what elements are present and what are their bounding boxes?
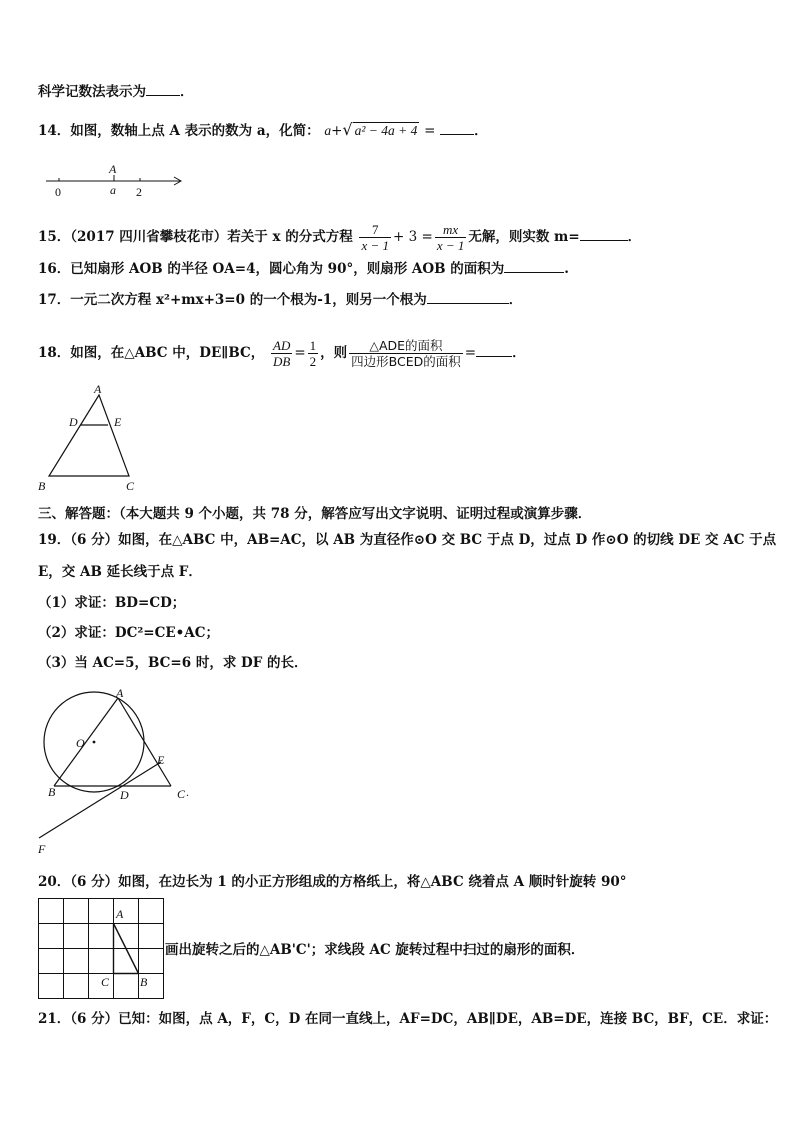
frac-numerator: AD <box>273 338 291 353</box>
tick-zero: 0 <box>55 185 61 199</box>
q14-line <box>38 121 488 140</box>
frac-denominator: 2 <box>309 354 317 369</box>
section-3-header <box>38 505 591 523</box>
number-line-figure <box>40 160 190 200</box>
label-f: F <box>38 842 46 856</box>
q13-end: ． <box>180 84 194 100</box>
answer-blank <box>476 344 512 357</box>
q15-text2: 无解，则实数 m= <box>468 229 580 245</box>
q18-fraction-3 <box>349 338 463 369</box>
q20-text-2: 画出旋转之后的△AB'C'；求线段 AC 旋转过程中扫过的扇形的面积． <box>165 942 585 958</box>
q19-line-2 <box>38 563 202 581</box>
q15-fraction-2 <box>435 222 467 253</box>
q19-part-3 <box>38 654 308 672</box>
q16-text: 16．已知扇形 AOB 的半径 OA=4，圆心角为 90°，则扇形 AOB 的面积为 <box>38 261 505 277</box>
q19-part-3-text: （3）当 AC=5，BC=6 时，求 DF 的长． <box>38 655 308 671</box>
tick-two: 2 <box>136 185 142 199</box>
frac-denominator: x − 1 <box>436 238 465 253</box>
label-b: B <box>38 479 46 493</box>
section-3-text: 三、解答题：（本大题共 9 个小题，共 78 分，解答应写出文字说明、证明过程或演算步骤． <box>38 506 592 522</box>
frac-numerator: △ADE的面积 <box>349 338 463 354</box>
label-c: C <box>101 975 110 989</box>
q19-part-2 <box>38 624 219 642</box>
q17-text: 17．一元二次方程 x²+mx+3=0 的一个根为-1，则另一个根为 <box>38 292 427 308</box>
point-a-value: a <box>110 183 116 197</box>
q19-part-1-text: （1）求证：BD=CD； <box>38 595 186 611</box>
q13-text: 科学记数法表示为 <box>38 84 146 100</box>
frac-numerator: 7 <box>359 222 391 238</box>
q16-end: . <box>564 261 569 277</box>
q14-eq: = <box>424 123 436 139</box>
answer-blank <box>504 260 564 273</box>
label-c: C <box>126 479 135 493</box>
label-c: C <box>177 787 186 801</box>
q15-fraction-1 <box>359 222 391 253</box>
label-e: E <box>157 753 165 767</box>
q18-fraction-2 <box>308 338 319 369</box>
point-a-label: A <box>109 162 117 176</box>
q15-end: ． <box>627 229 642 245</box>
q20-text-1: 20．（6 分）如图，在边长为 1 的小正方形组成的方格纸上，将△ABC 绕着点 A 顺时针旋转 90° <box>38 874 627 890</box>
q21-text: 21．（6 分）已知：如图，点 A，F，C，D 在同一直线上，AF=DC，AB∥DE，AB=DE，连接 BC，BF，CE．求证： <box>38 1011 778 1027</box>
answer-blank <box>580 228 628 241</box>
q18-text: 18．如图，在△ABC 中，DE∥BC， <box>38 345 265 361</box>
answer-blank <box>427 291 509 304</box>
q17-line <box>38 291 522 309</box>
triangle-de-parallel-bc-figure <box>36 382 141 494</box>
label-b: B <box>140 975 148 989</box>
q15-text: 15．（2017 四川省攀枝花市）若关于 x 的分式方程 <box>38 229 353 245</box>
answer-blank <box>146 83 180 96</box>
radical-icon: √ <box>342 120 353 139</box>
q14-radicand: a² − 4a + 4 <box>354 123 418 138</box>
label-d: D <box>120 788 129 802</box>
label-d: D <box>69 415 78 429</box>
frac-denominator: 四边形BCED的面积 <box>351 354 461 369</box>
frac-numerator: 1 <box>309 338 317 353</box>
label-b: B <box>48 785 56 799</box>
label-e: E <box>114 415 122 429</box>
q20-line-1 <box>38 873 627 891</box>
q14-plus: + <box>331 123 343 139</box>
q15-mid: + 3 = <box>393 229 433 245</box>
label-a: A <box>116 686 124 700</box>
q18-text2: ，则 <box>320 345 348 361</box>
frac-numerator: mx <box>435 222 467 238</box>
label-o: O <box>76 736 85 750</box>
q18-eq2: = <box>464 345 477 361</box>
label-dot: . <box>186 785 189 799</box>
q14-end: ． <box>474 123 488 139</box>
circle-tangent-figure <box>34 686 199 858</box>
q19-text-1: 19．（6 分）如图，在△ABC 中，AB=AC，以 AB 为直径作⊙O 交 BC 于点 D，过点 D 作⊙O 的切线 DE 交 AC 于点 <box>38 532 777 548</box>
grid-figure <box>38 898 166 1000</box>
q21-line <box>38 1010 777 1028</box>
q14-text: 14．如图，数轴上点 A 表示的数为 a，化简： <box>38 123 320 139</box>
frac-denominator: DB <box>273 354 291 369</box>
frac-denominator: x − 1 <box>361 238 390 253</box>
q13-tail-line <box>38 83 194 101</box>
q19-part-1 <box>38 594 185 612</box>
q19-text-2: E，交 AB 延长线于点 F． <box>38 564 202 580</box>
q18-eq: = <box>294 345 306 361</box>
q18-end: ． <box>512 345 526 361</box>
q14-expr-a: a <box>324 123 332 138</box>
q18-fraction-1 <box>271 338 292 369</box>
q20-line-2 <box>165 941 584 959</box>
q18-line <box>38 338 526 369</box>
q15-line <box>38 222 641 253</box>
q19-part-2-text: （2）求证：DC²=CE•AC； <box>38 625 219 641</box>
q19-line-1 <box>38 531 776 549</box>
label-a: A <box>116 907 124 921</box>
answer-blank <box>440 122 474 135</box>
q16-line <box>38 260 569 278</box>
q17-end: ． <box>508 292 523 308</box>
label-a: A <box>94 382 102 396</box>
